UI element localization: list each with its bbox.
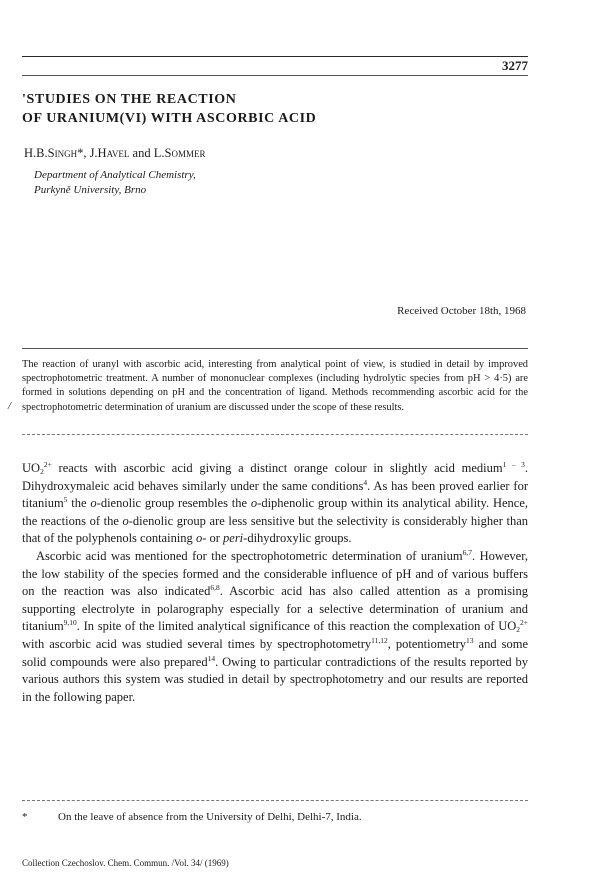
journal-citation: Collection Czechoslov. Chem. Commun. /Vol. 34/ (1969) bbox=[22, 858, 229, 868]
author-1: H.B.Singh bbox=[24, 146, 78, 160]
abstract-bottom-rule bbox=[22, 434, 528, 435]
header-rule bbox=[22, 56, 528, 57]
header-rule-lower bbox=[22, 75, 528, 76]
author-1-footnote-mark: * bbox=[77, 146, 84, 160]
paragraph-1: $UO_2^{2+}$ reacts with ascorbic acid giving a distinct orange colour in slightly acid medium$^{1 - 3}$. Dihydroxymaleic acid behaves similarly under the same conditions$^4$. As has been proved earlier for titanium$^5$ the o-dienolic group resembles the o-diphenolic group within its analytical ability. Hence, the reactions of the o-dienolic group are less sensitive but the selectivity is considerably higher than that of the polyphenols containing o- or peri-dihydroxylic groups. bbox=[22, 460, 528, 546]
author-list: H.B.Singh*, J.Havel and L.Sommer bbox=[24, 146, 206, 160]
footnote bbox=[22, 811, 362, 823]
author-2: J.Havel bbox=[89, 146, 130, 160]
author-3: L.Sommer bbox=[153, 146, 206, 160]
title-line-1: 'STUDIES ON THE REACTION bbox=[22, 92, 237, 107]
abstract-top-rule bbox=[22, 348, 528, 349]
article-title bbox=[22, 90, 316, 128]
affiliation-line-1: Department of Analytical Chemistry, bbox=[34, 169, 196, 181]
page-number: 3277 bbox=[502, 58, 528, 73]
footnote-rule bbox=[22, 800, 528, 801]
author-conjunction: and bbox=[132, 146, 151, 160]
footnote-text: On the leave of absence from the University of Delhi, Delhi-7, India. bbox=[58, 811, 362, 823]
affiliation bbox=[34, 168, 196, 198]
title-line-2: OF URANIUM(VI) WITH ASCORBIC ACID bbox=[22, 111, 317, 126]
paragraph-2: Ascorbic acid was mentioned for the spectrophotometric determination of uranium$^{6,7}$. However, the low stability of the species formed and the considerable influence of pH and of various buffers on the reaction was also indicated$^{6,8}$. Ascorbic acid has also called attention as a promising supporting electrolyte in polarography especially for a selective determination of uranium and titanium$^{9,10}$. In spite of the limited analytical significance of this reaction the complexation of $UO_2^{2+}$ with ascorbic acid was studied several times by spectrophotometry$^{11,12}$, potentiometry$^{13}$ and some solid compounds were also prepared$^{14}$. Owing to particular contradictions of the results reported by various authors this system was studied in detail by spectrophotometry and our results are reported in the following paper. bbox=[22, 547, 529, 704]
abstract: The reaction of uranyl with ascorbic acid, interesting from analytical point of view, is studied in detail by improved spectrophotometric treatment. A number of mononuclear complexes (including hydrolytic species from pH > 4·5) are formed in solutions depending on pH and the concentration of ligand. Methods recommending ascorbic acid for the spectrophotometric determination of uranium are discussed under the scope of these results. bbox=[22, 359, 528, 413]
affiliation-line-2: Purkyně University, Brno bbox=[34, 184, 147, 196]
margin-mark: / bbox=[8, 400, 12, 412]
body-text bbox=[22, 460, 528, 706]
footnote-mark: * bbox=[22, 811, 28, 823]
received-date: Received October 18th, 1968 bbox=[397, 305, 526, 317]
